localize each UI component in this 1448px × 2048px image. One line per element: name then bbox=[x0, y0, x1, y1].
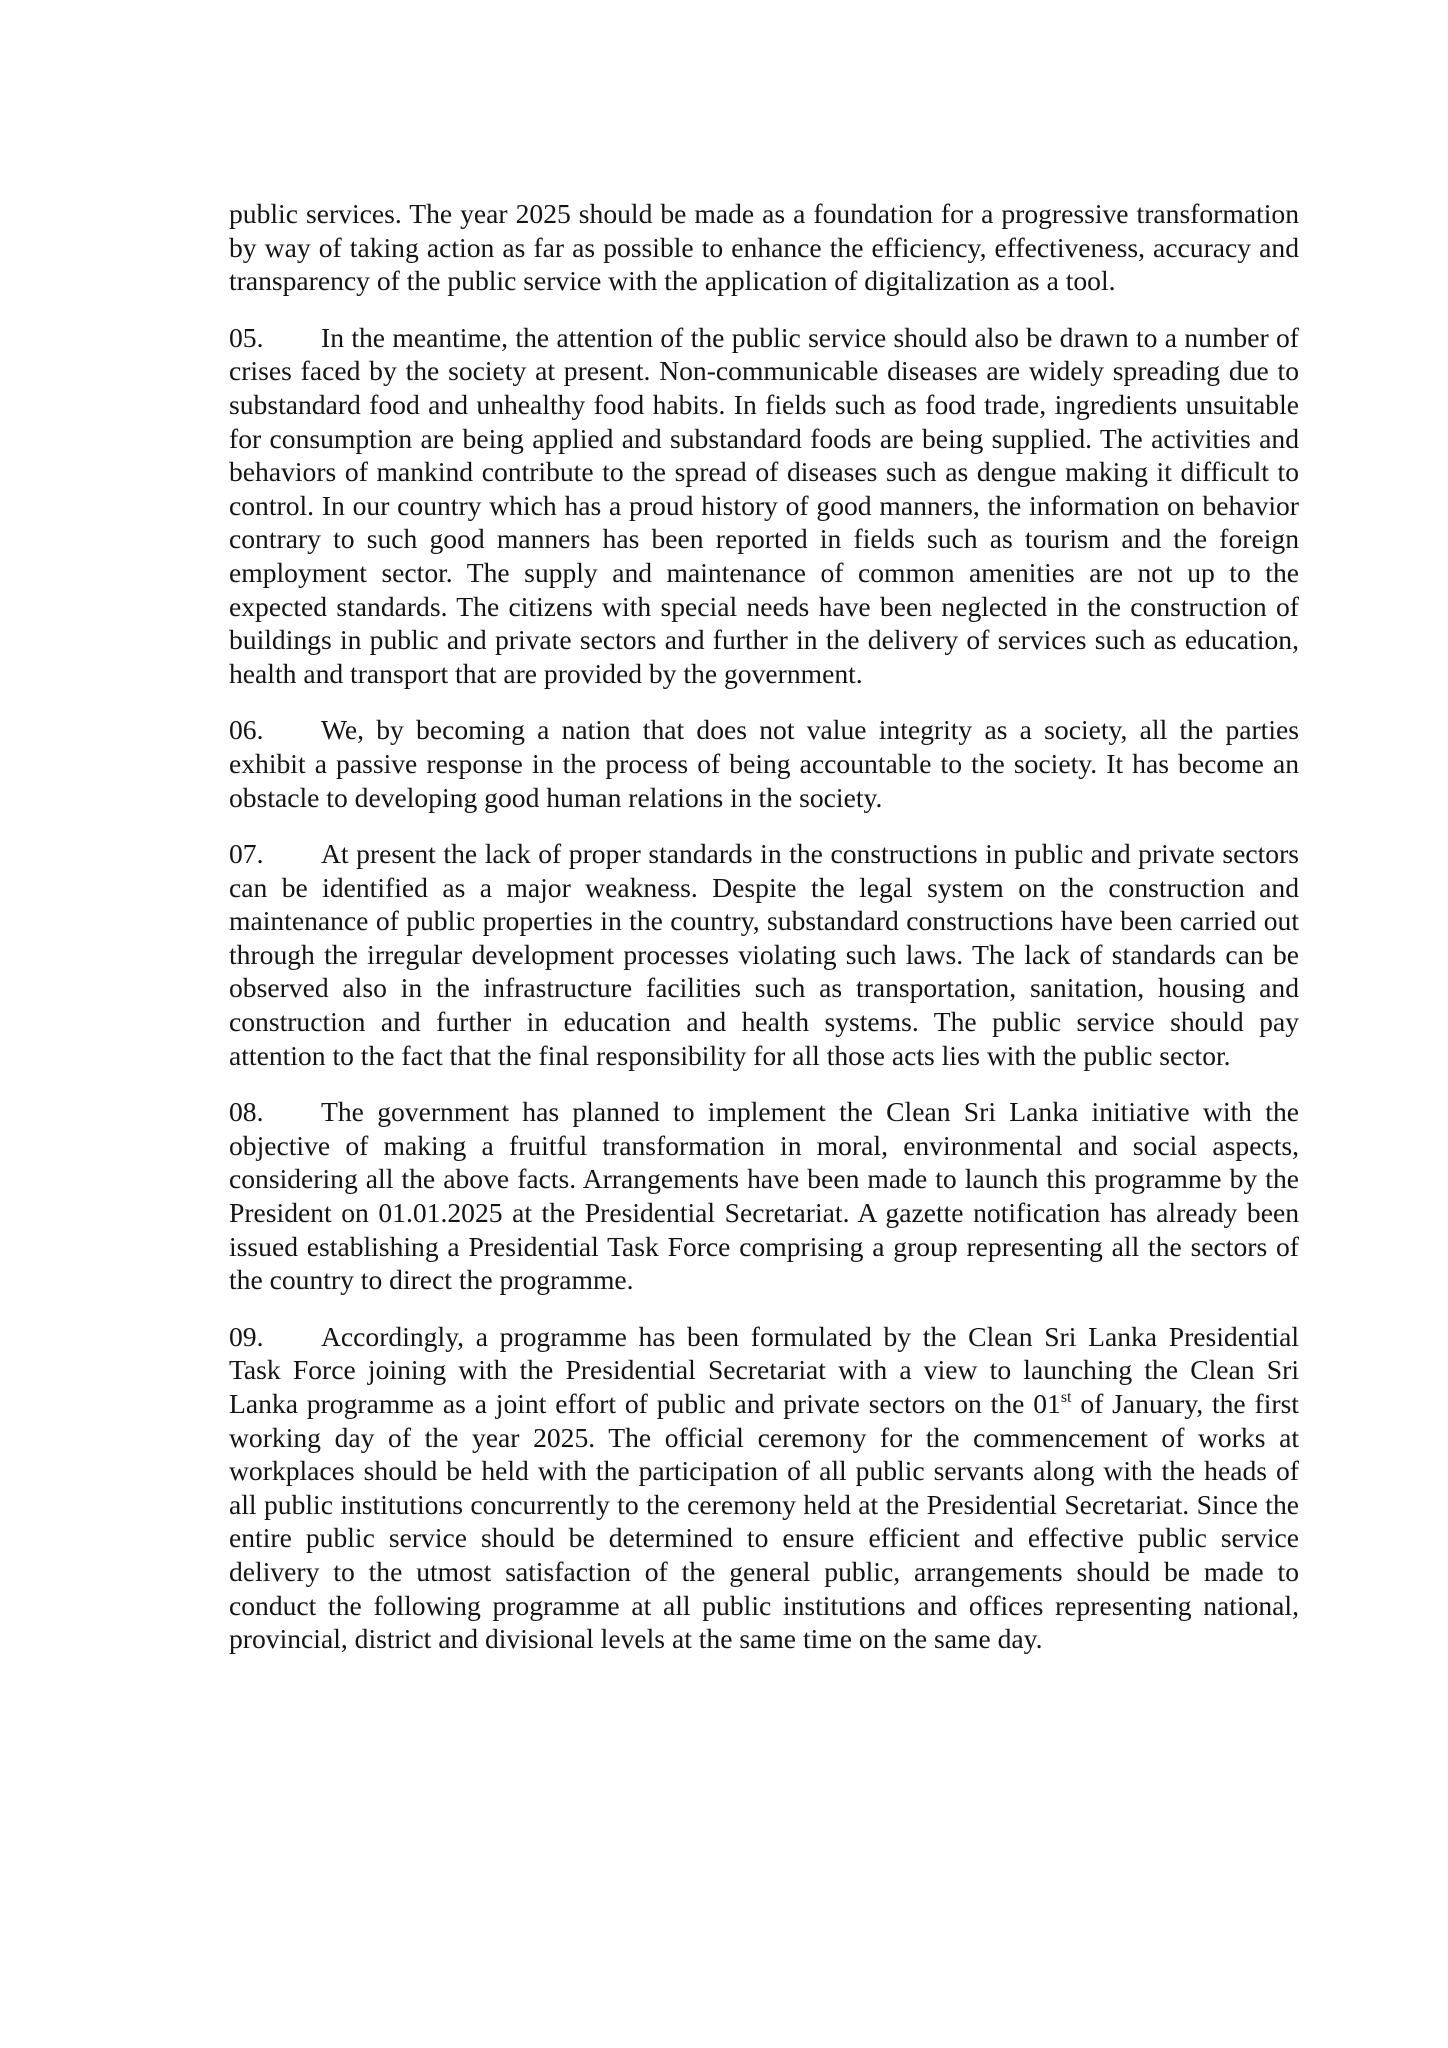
paragraph-05 bbox=[229, 321, 1299, 691]
paragraph-text-part-2: of January, the first working day of the year 2025. The official ceremony for the commencement of works at workplaces should be held with the participation of all public servants along with the heads of all public institutions concurrently to the ceremony held at the Presidential Secretariat. Since the entire public service should be determined to ensure efficient and effective public service delivery to the utmost satisfaction of the general public, arrangements should be made to conduct the following programme at all public institutions and offices representing national, provincial, district and divisional levels at the same time on the same day. bbox=[229, 1388, 1299, 1655]
document-body bbox=[229, 197, 1299, 1679]
ordinal-superscript: st bbox=[1060, 1389, 1072, 1406]
paragraph-07 bbox=[229, 837, 1299, 1072]
paragraph-text: At present the lack of proper standards in the constructions in public and private sectors can be identified as a major weakness. Despite the legal system on the construction and maintenance of public properties in the country, substandard constructions have been carried out through the irregular development processes violating such laws. The lack of standards can be observed also in the infrastructure facilities such as transportation, sanitation, housing and construction and further in education and health systems. The public service should pay attention to the fact that the final responsibility for all those acts lies with the public sector. bbox=[229, 838, 1299, 1071]
paragraph-number: 07. bbox=[229, 838, 264, 870]
paragraph-text: The government has planned to implement the Clean Sri Lanka initiative with the objective of making a fruitful transformation in moral, environmental and social aspects, considering all the above facts. Arrangements have been made to launch this programme by the President on 01.01.2025 at the Presidential Secretariat. A gazette notification has already been issued establishing a Presidential Task Force comprising a group representing all the sectors of the country to direct the programme. bbox=[229, 1096, 1299, 1296]
paragraph-continuation bbox=[229, 197, 1299, 298]
paragraph-08 bbox=[229, 1095, 1299, 1297]
paragraph-text: We, by becoming a nation that does not value integrity as a society, all the parties exhibit a passive response in the process of being accountable to the society. It has become an obstacle to developing good human relations in the society. bbox=[229, 714, 1299, 813]
paragraph-text: In the meantime, the attention of the public service should also be drawn to a number of crises faced by the society at present. Non-communicable diseases are widely spreading due to substandard food and unhealthy food habits. In fields such as food trade, ingredients unsuitable for consumption are being applied and substandard foods are being supplied. The activities and behaviors of mankind contribute to the spread of diseases such as dengue making it difficult to control. In our country which has a proud history of good manners, the information on behavior contrary to such good manners has been reported in fields such as tourism and the foreign employment sector. The supply and maintenance of common amenities are not up to the expected standards. The citizens with special needs have been neglected in the construction of buildings in public and private sectors and further in the delivery of services such as education, health and transport that are provided by the government. bbox=[229, 321, 1299, 689]
paragraph-06 bbox=[229, 713, 1299, 814]
paragraph-number: 08. bbox=[229, 1096, 264, 1128]
paragraph-text: public services. The year 2025 should be made as a foundation for a progressive transformation by way of taking action as far as possible to enhance the efficiency, effectiveness, accuracy and transparency of the public service with the application of digitalization as a tool. bbox=[229, 198, 1299, 297]
paragraph-number: 05. bbox=[229, 321, 264, 353]
paragraph-text-part-1: Accordingly, a programme has been formulated by the Clean Sri Lanka Presidential Task Force joining with the Presidential Secretariat with a view to launching the Clean Sri Lanka programme as a joint effort of public and private sectors on the 01 bbox=[229, 1320, 1299, 1419]
paragraph-number: 09. bbox=[229, 1320, 264, 1352]
paragraph-09 bbox=[229, 1320, 1299, 1656]
paragraph-number: 06. bbox=[229, 714, 264, 746]
